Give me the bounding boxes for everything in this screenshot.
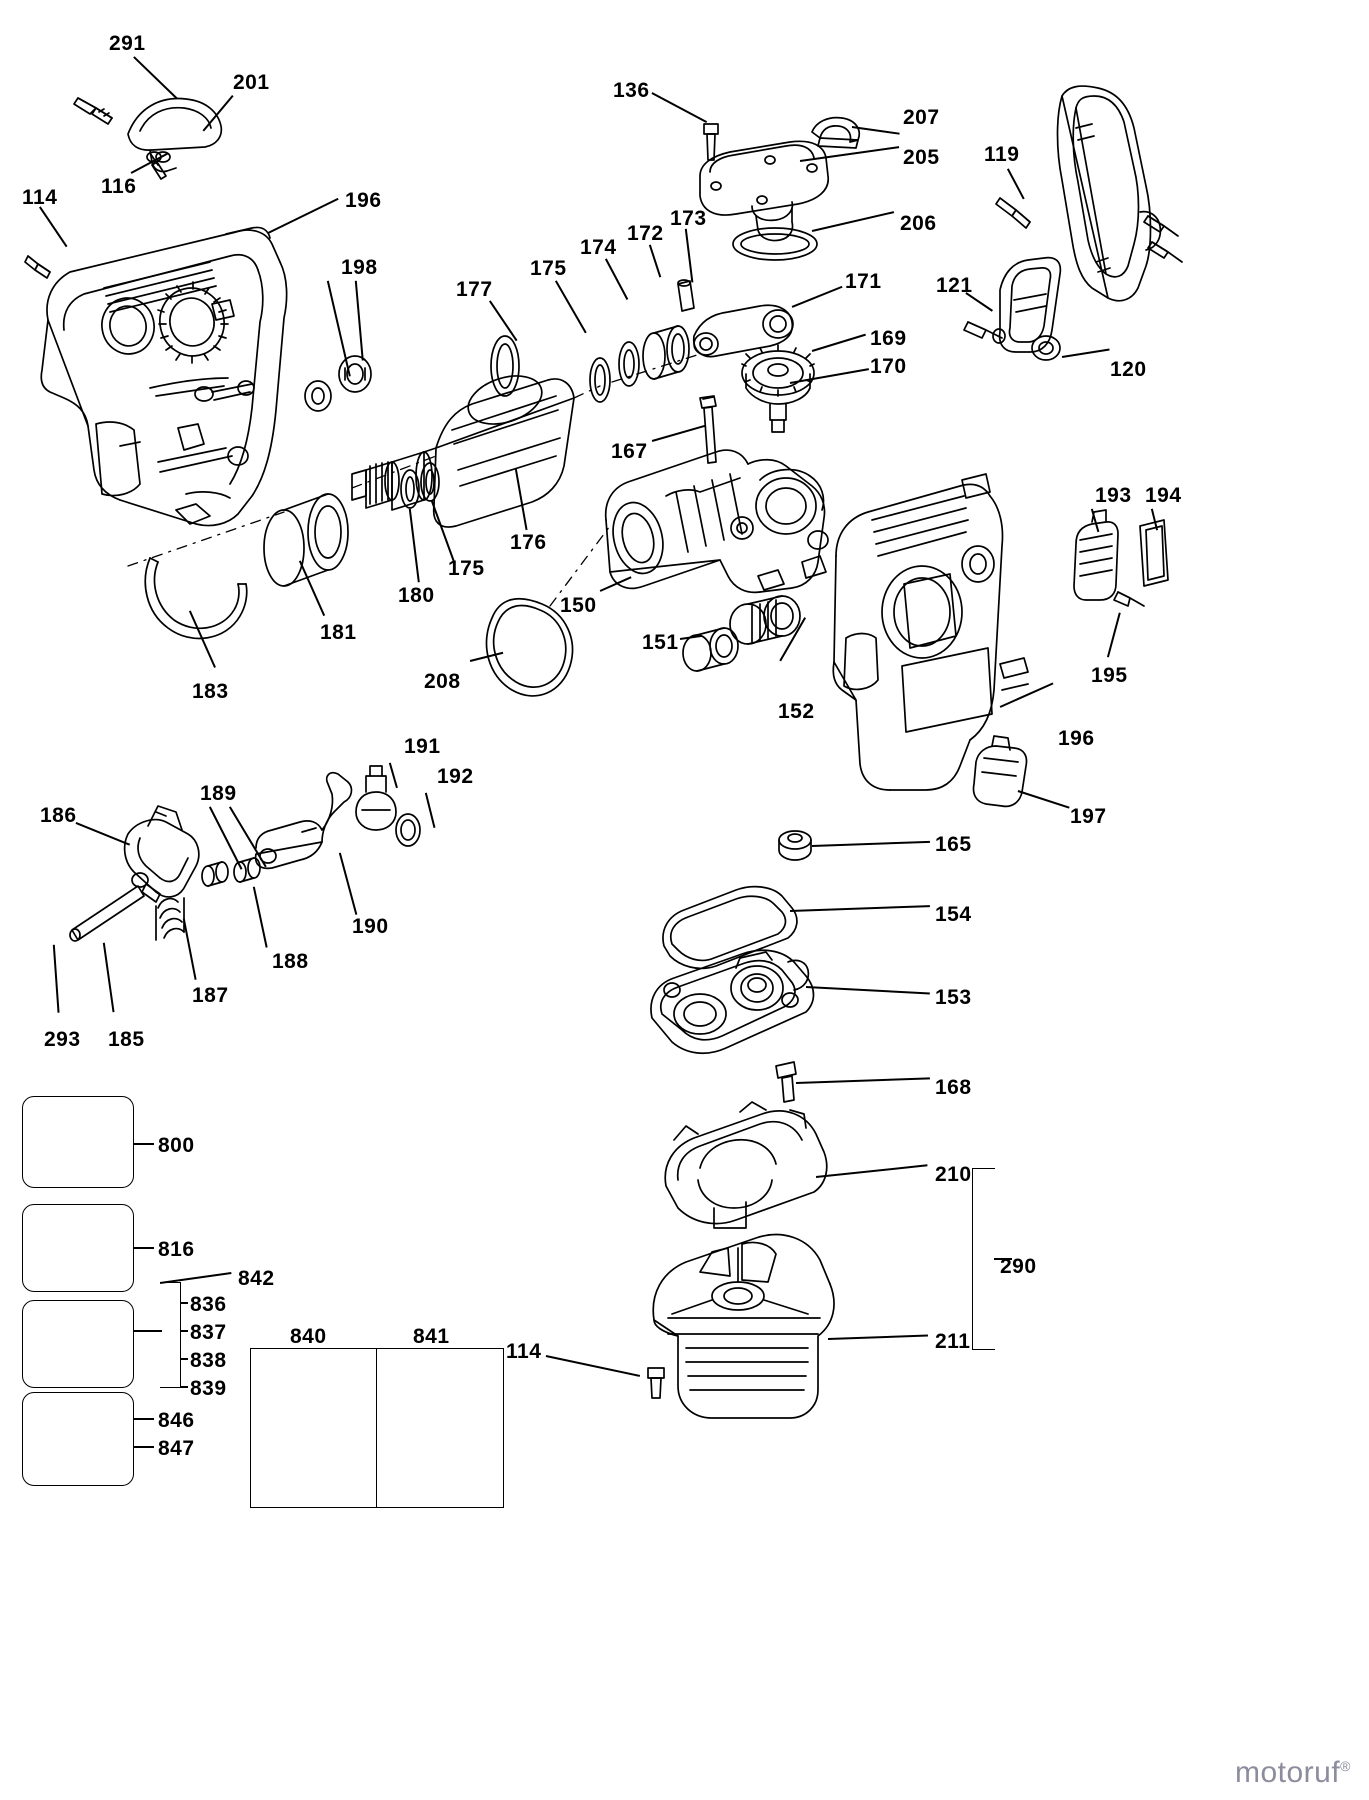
part-180-ring: [401, 470, 419, 508]
leader-191: [389, 763, 398, 788]
leader-196a: [268, 198, 339, 234]
leader-837: [180, 1330, 188, 1332]
leader-210: [816, 1164, 928, 1177]
part-205-cover-plate: [700, 141, 828, 240]
part-172-bearing: [643, 326, 689, 379]
callout-120: 120: [1110, 358, 1147, 381]
callout-194: 194: [1145, 484, 1182, 507]
callout-153: 153: [935, 986, 972, 1009]
leader-211: [828, 1335, 928, 1340]
part-171-conrod: [694, 305, 793, 356]
leader-165: [812, 841, 930, 847]
callout-841: 841: [413, 1325, 450, 1348]
callout-837: 837: [190, 1321, 227, 1344]
leader-208: [470, 652, 503, 662]
callout-114-a: 114: [22, 186, 58, 209]
accessory-box-841: [376, 1348, 504, 1508]
leader-174: [605, 258, 628, 299]
leader-153: [806, 986, 930, 994]
leader-167: [652, 425, 706, 442]
part-197-clamp: [974, 736, 1027, 806]
callout-208: 208: [424, 670, 461, 693]
callout-293: 293: [44, 1028, 81, 1051]
leader-201: [203, 95, 234, 131]
callout-193: 193: [1095, 484, 1132, 507]
callout-847: 847: [158, 1437, 195, 1460]
leader-207: [852, 126, 900, 134]
part-177-oring: [491, 336, 519, 396]
part-119-screw: [996, 198, 1030, 228]
part-206-oring: [733, 228, 817, 260]
callout-150: 150: [560, 594, 597, 617]
callout-187: 187: [192, 984, 229, 1007]
leader-119: [1007, 168, 1024, 199]
watermark: [1235, 1756, 1351, 1790]
leader-205: [800, 146, 899, 161]
leader-175a: [555, 280, 586, 333]
leader-168: [796, 1077, 930, 1083]
accessory-box-816: [22, 1204, 134, 1292]
callout-136: 136: [613, 79, 650, 102]
part-176-piston: [352, 367, 574, 527]
callout-196-b: 196: [1058, 727, 1095, 750]
callout-188: 188: [272, 950, 309, 973]
leader-171: [792, 286, 843, 308]
callout-175-a: 175: [530, 257, 567, 280]
callout-121: 121: [936, 274, 973, 297]
callout-177: 177: [456, 278, 493, 301]
leader-192: [425, 793, 435, 828]
leader-154: [790, 905, 930, 911]
part-190-lever: [256, 773, 352, 869]
leader-842: [160, 1272, 232, 1284]
part-121-latch: [1000, 258, 1061, 360]
part-165-plug: [779, 831, 811, 860]
part-173-pin: [678, 280, 694, 311]
callout-175-b: 175: [448, 557, 485, 580]
part-198-washers: [305, 356, 371, 411]
callout-183: 183: [192, 680, 229, 703]
watermark-registered-mark: ®: [1340, 1758, 1351, 1774]
part-120-handle: [1058, 86, 1161, 301]
callout-210: 210: [935, 1163, 972, 1186]
leader-186: [76, 822, 130, 845]
callout-291: 291: [109, 32, 146, 55]
leader-169: [812, 334, 866, 352]
leader-150: [600, 576, 632, 591]
callout-290: 290: [1000, 1255, 1037, 1278]
part-187-spring: [156, 898, 184, 940]
callout-839: 839: [190, 1377, 227, 1400]
part-175-oring-a: [590, 358, 610, 402]
callout-192: 192: [437, 765, 474, 788]
leader-838: [180, 1358, 188, 1360]
part-174-washer: [619, 342, 639, 386]
part-210-housing: [665, 1102, 827, 1228]
callout-846: 846: [158, 1409, 195, 1432]
callout-168: 168: [935, 1076, 972, 1099]
leader-180: [409, 509, 420, 583]
leader-185: [103, 943, 114, 1013]
callout-186: 186: [40, 804, 77, 827]
leader-189a: [209, 806, 242, 869]
callout-211: 211: [935, 1330, 971, 1353]
leader-196b: [1000, 682, 1054, 707]
callout-191: 191: [404, 735, 441, 758]
leader-206: [812, 211, 894, 231]
leader-836: [180, 1302, 188, 1304]
part-136-screw: [704, 124, 718, 160]
part-196-left-housing: [41, 227, 286, 525]
callout-207: 207: [903, 106, 940, 129]
leader-194: [1151, 509, 1158, 531]
part-185-rod: [70, 886, 144, 941]
callout-176: 176: [510, 531, 547, 554]
leader-114a: [39, 206, 67, 247]
leader-152: [779, 617, 805, 661]
callout-119: 119: [984, 143, 1020, 166]
callout-800: 800: [158, 1134, 195, 1157]
callout-165: 165: [935, 833, 972, 856]
leader-187: [183, 919, 196, 980]
leader-198b: [355, 281, 364, 361]
bracket-842: [160, 1282, 181, 1388]
part-114-bolt-bottom: [648, 1368, 664, 1398]
callout-198: 198: [341, 256, 378, 279]
leader-291: [133, 56, 177, 99]
part-191-knob: [356, 766, 396, 830]
callout-174: 174: [580, 236, 617, 259]
leader-176: [515, 469, 527, 530]
part-150-gearcase: [606, 450, 828, 592]
part-169-gear: [742, 345, 814, 432]
callout-173: 173: [670, 207, 707, 230]
leader-197: [1018, 790, 1070, 808]
callout-206: 206: [900, 212, 937, 235]
part-186-fork: [125, 806, 199, 902]
accessory-box-842: [22, 1300, 134, 1388]
leader-193: [1091, 509, 1099, 533]
callout-816: 816: [158, 1238, 195, 1261]
callout-114-b: 114: [506, 1340, 542, 1363]
callout-840: 840: [290, 1325, 327, 1348]
accessory-box-846: [22, 1392, 134, 1486]
callout-185: 185: [108, 1028, 145, 1051]
part-192-oring: [396, 814, 420, 846]
leader-181: [299, 560, 325, 615]
leader-190: [339, 853, 357, 915]
leader-175b: [431, 501, 454, 562]
callout-195: 195: [1091, 664, 1128, 687]
callout-167: 167: [611, 440, 648, 463]
part-152-bearing: [730, 596, 800, 644]
part-195-screw: [1114, 592, 1144, 606]
part-175-ring-b: [421, 463, 439, 501]
callout-196-a: 196: [345, 189, 382, 212]
leader-195: [1107, 613, 1120, 658]
callout-205: 205: [903, 146, 940, 169]
leader-120: [1062, 349, 1110, 358]
accessory-box-800: [22, 1096, 134, 1188]
part-screws-right: [1144, 216, 1182, 262]
callout-836: 836: [190, 1293, 227, 1316]
part-201-lever: [128, 99, 221, 172]
leader-151: [680, 635, 702, 640]
leader-172: [649, 245, 661, 278]
callout-170: 170: [870, 355, 907, 378]
part-211-housing: [653, 1235, 834, 1418]
part-121-screw: [964, 322, 1005, 343]
callout-838: 838: [190, 1349, 227, 1372]
leader-842-to-box: [130, 1330, 162, 1332]
callout-189: 189: [200, 782, 237, 805]
leader-198a: [327, 281, 351, 377]
callout-842: 842: [238, 1267, 275, 1290]
screw-114-left: [25, 256, 50, 278]
callout-151: 151: [642, 631, 679, 654]
leader-183: [189, 610, 216, 667]
callout-197: 197: [1070, 805, 1107, 828]
leader-293: [53, 945, 59, 1013]
callout-171: 171: [845, 270, 882, 293]
callout-181: 181: [320, 621, 357, 644]
leader-114b: [546, 1355, 640, 1377]
part-196-right-housing: [833, 474, 1028, 790]
accessory-box-840: [250, 1348, 378, 1508]
part-154-gasket: [663, 887, 797, 969]
leader-116: [131, 152, 169, 173]
callout-172: 172: [627, 222, 664, 245]
part-151-bearing: [683, 628, 738, 671]
part-207-clip: [812, 118, 859, 148]
leader-177: [489, 300, 517, 341]
callout-201: 201: [233, 71, 270, 94]
leader-839: [180, 1386, 188, 1388]
leader-136: [652, 92, 707, 123]
callout-190: 190: [352, 915, 389, 938]
callout-180: 180: [398, 584, 435, 607]
callout-152: 152: [778, 700, 815, 723]
bracket-290: [972, 1168, 995, 1350]
part-168-bolt: [776, 1062, 796, 1102]
callout-116: 116: [101, 175, 137, 198]
screw-291: [74, 98, 112, 124]
callout-154: 154: [935, 903, 972, 926]
part-189-pin: [202, 862, 228, 886]
leader-188: [253, 887, 267, 948]
part-153-gear-housing: [651, 950, 814, 1053]
leader-173: [685, 229, 693, 283]
watermark-text: motoruf: [1234, 1756, 1341, 1789]
part-167-bolt: [700, 396, 716, 463]
callout-169: 169: [870, 327, 907, 350]
part-194-cap: [1140, 520, 1168, 586]
leader-170: [790, 368, 869, 383]
